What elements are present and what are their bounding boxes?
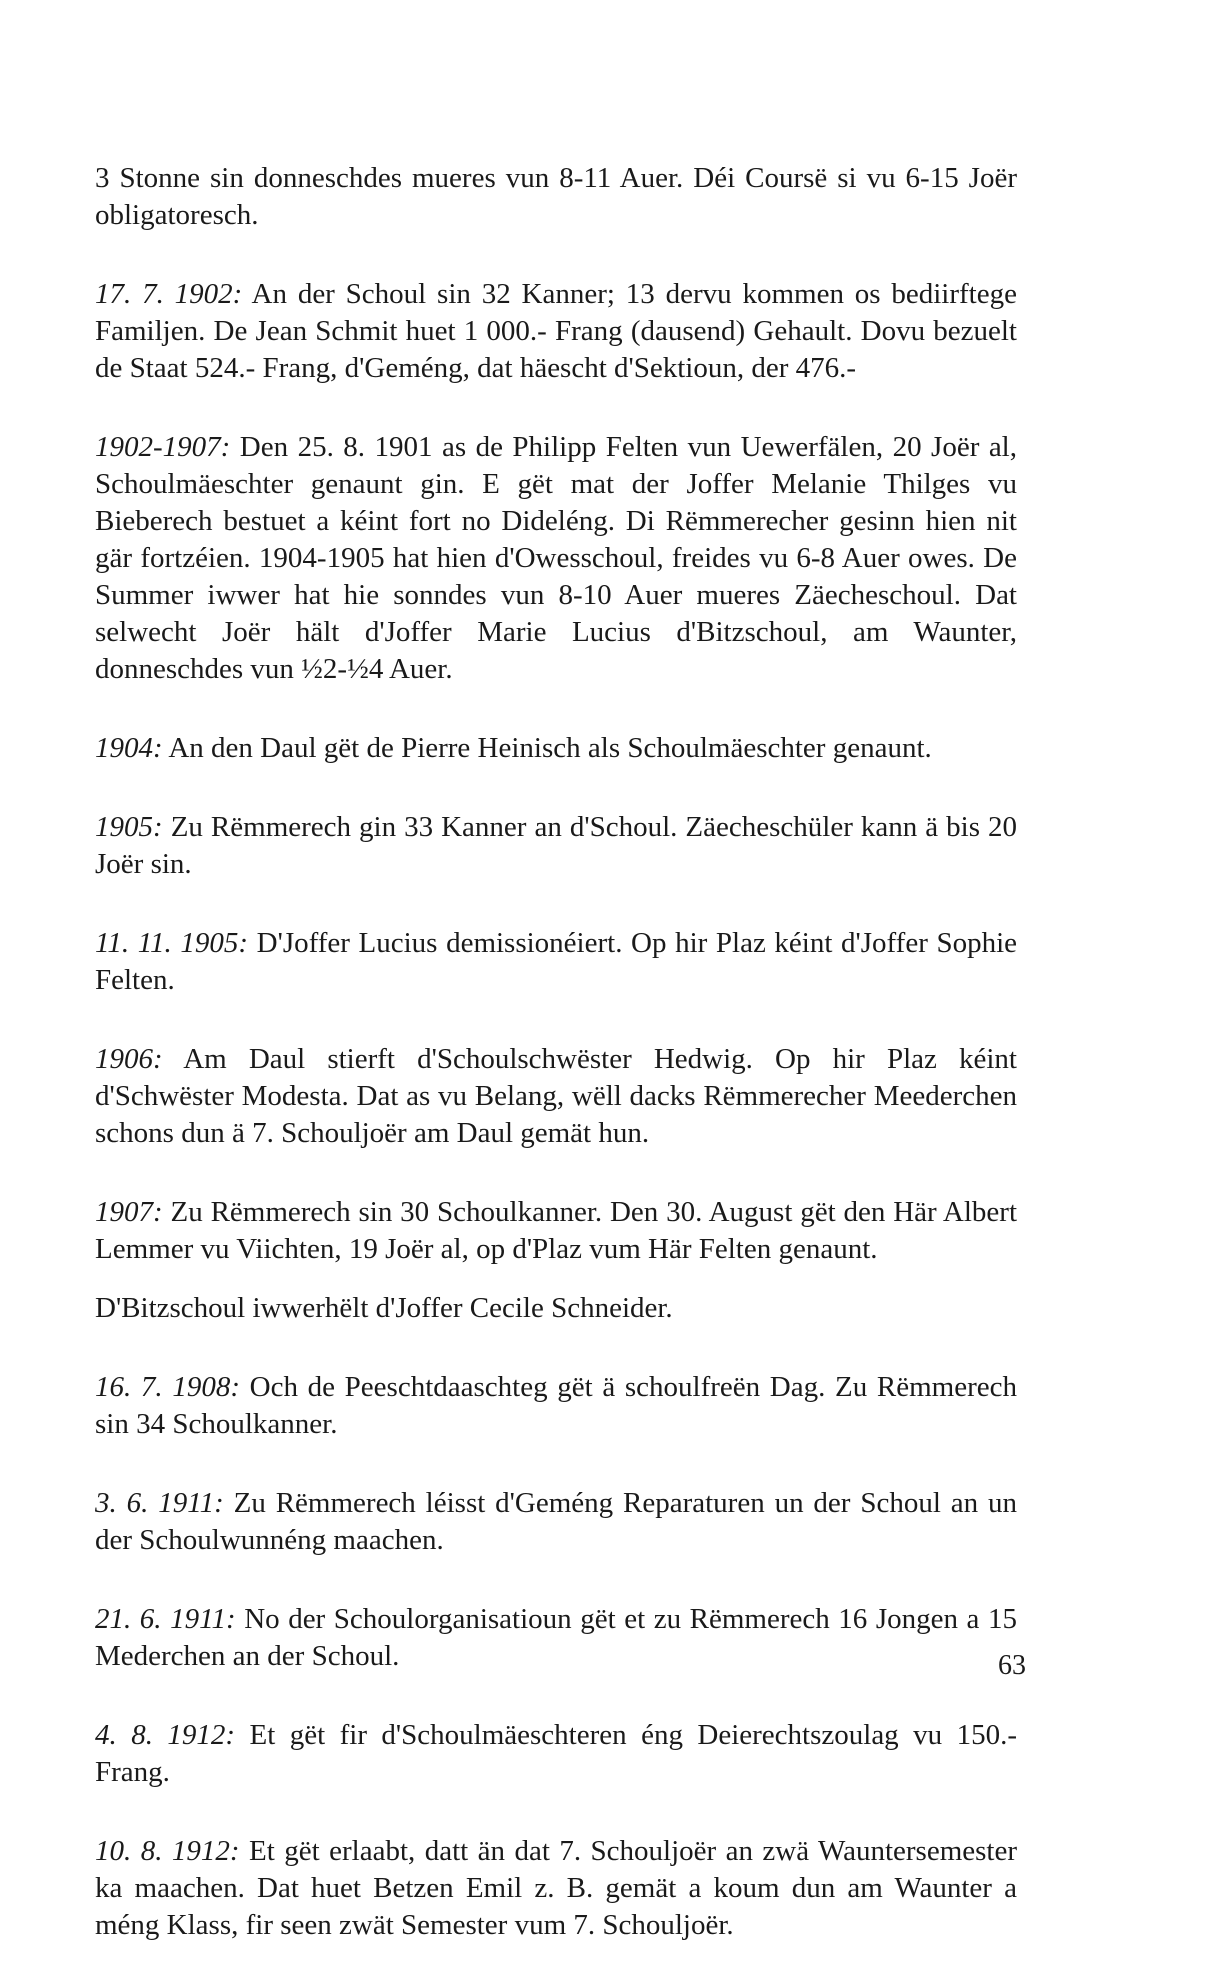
- entry-text: D'Joffer Lucius demissionéiert. Op hir Plaz kéint d'Joffer Sophie Felten.: [95, 927, 1018, 996]
- entry-text: Zu Rëmmerech léisst d'Geméng Reparaturen un der Schoul an un der Schoulwunnéng maachen.: [95, 1487, 1017, 1556]
- chronicle-entry: [95, 809, 1017, 883]
- entry-date: 11. 11. 1905:: [95, 927, 249, 959]
- entry-text: Am Daul stierft d'Schoulschwëster Hedwig. Op hir Plaz kéint d'Schwëster Modesta. Dat as vu Belang, wëll dacks Rëmmerecher Meederchen schons dun ä 7. Schouljoër am Daul gemät hun.: [95, 1043, 1017, 1149]
- entry-text: D'Bitzschoul iwwerhëlt d'Joffer Cecile Schneider.: [95, 1292, 673, 1324]
- page-number: 63: [998, 1650, 1026, 1681]
- entry-date: 4. 8. 1912:: [95, 1719, 236, 1751]
- entry-text: An der Schoul sin 32 Kanner; 13 dervu kommen os bediirftege Familjen. De Jean Schmit huet 1 000.- Frang (dausend) Gehault. Dovu bezuelt de Staat 524.- Frang, d'Geméng, dat häescht d'Sektioun, der 476.-: [95, 278, 1017, 384]
- entry-text: Et gët fir d'Schoulmäeschteren éng Deierechtszoulag vu 150.- Frang.: [95, 1719, 1017, 1788]
- entry-date: 1907:: [95, 1196, 163, 1228]
- entry-text: 3 Stonne sin donneschdes mueres vun 8-11 Auer. Déi Coursë si vu 6-15 Joër obligatoresch.: [95, 162, 1017, 231]
- entry-text: Och de Peeschtdaaschteg gët ä schoulfreën Dag. Zu Rëmmerech sin 34 Schoulkanner.: [95, 1371, 1017, 1440]
- entry-date: 3. 6. 1911:: [95, 1487, 224, 1519]
- chronicle-entry: [95, 925, 1017, 999]
- entry-text: Zu Rëmmerech gin 33 Kanner an d'Schoul. Zäecheschüler kann ä bis 20 Joër sin.: [95, 811, 1017, 880]
- entry-date: 17. 7. 1902:: [95, 278, 243, 310]
- entry-date: 1905:: [95, 811, 163, 843]
- entry-date: 1906:: [95, 1043, 163, 1075]
- entry-text: No der Schoulorganisatioun gët et zu Rëmmerech 16 Jongen a 15 Mederchen an der Schoul.: [95, 1603, 1017, 1672]
- chronicle-entry: [95, 730, 1017, 767]
- chronicle-entry: [95, 1290, 1017, 1327]
- page-body: [95, 160, 1017, 1986]
- entry-date: 1902-1907:: [95, 431, 231, 463]
- entry-text: Zu Rëmmerech sin 30 Schoulkanner. Den 30. August gët den Här Albert Lemmer vu Viichten, 19 Joër al, op d'Plaz vum Här Felten genaunt.: [95, 1196, 1017, 1265]
- chronicle-entry: [95, 1601, 1017, 1675]
- entry-text: Et gët erlaabt, datt än dat 7. Schouljoër an zwä Wauntersemester ka maachen. Dat huet Betzen Emil z. B. gemät a koum dun am Waunter a méng Klass, fir seen zwät Semester vum 7. Schouljoër.: [95, 1835, 1018, 1941]
- chronicle-entry: [95, 1485, 1017, 1559]
- entry-date: 16. 7. 1908:: [95, 1371, 240, 1403]
- entry-date: 1904:: [95, 732, 163, 764]
- chronicle-entry: [95, 1717, 1017, 1791]
- chronicle-entry: [95, 1194, 1017, 1268]
- entry-date: 10. 8. 1912:: [95, 1835, 240, 1867]
- chronicle-entry: [95, 429, 1017, 688]
- chronicle-entry: [95, 160, 1017, 234]
- entry-text: An den Daul gët de Pierre Heinisch als Schoulmäeschter genaunt.: [168, 732, 932, 764]
- entry-date: 21. 6. 1911:: [95, 1603, 236, 1635]
- chronicle-entry: [95, 1041, 1017, 1152]
- chronicle-entry: [95, 1369, 1017, 1443]
- entry-text: Den 25. 8. 1901 as de Philipp Felten vun Uewerfälen, 20 Joër al, Schoulmäeschter genaunt gin. E gët mat der Joffer Melanie Thilges vu Bieberech bestuet a kéint fort no Dideléng. Di Rëmmerecher gesinn hien nit gär fortzéien. 1904-1905 hat hien d'Owesschoul, freides vu 6-8 Auer owes. De Summer iwwer hat hie sonndes vun 8-10 Auer mueres Zäecheschoul. Dat selwecht Joër hält d'Joffer Marie Lucius d'Bitzschoul, am Waunter, donneschdes vun ½2-½4 Auer.: [95, 431, 1017, 685]
- chronicle-entry: [95, 1833, 1017, 1944]
- chronicle-entry: [95, 276, 1017, 387]
